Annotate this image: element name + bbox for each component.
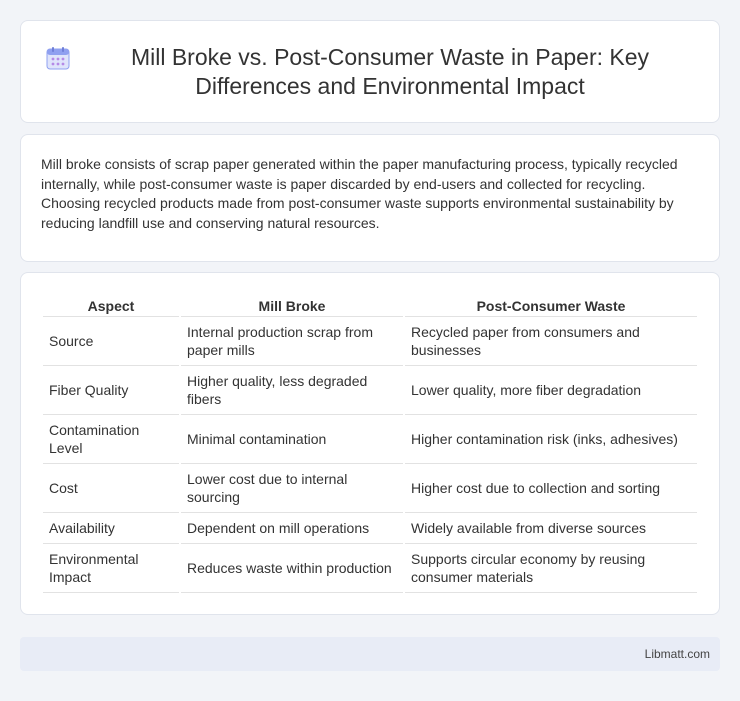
page-title: Mill Broke vs. Post-Consumer Waste in Paper: Key Differences and Environmental Impact: [130, 43, 650, 99]
cell-post-consumer: Recycled paper from consumers and businesses: [405, 317, 697, 366]
comparison-table-card: [20, 272, 720, 615]
table-row: [43, 415, 697, 464]
footer-bar: [20, 637, 720, 671]
cell-mill-broke: Dependent on mill operations: [181, 513, 403, 544]
cell-post-consumer: Widely available from diverse sources: [405, 513, 697, 544]
table-row: [43, 544, 697, 593]
cell-mill-broke: Higher quality, less degraded fibers: [181, 366, 403, 415]
cell-aspect: Availability: [43, 513, 179, 544]
cell-aspect: Source: [43, 317, 179, 366]
table-row: [43, 464, 697, 513]
footer-brand: Libmatt.com: [644, 647, 710, 661]
cell-post-consumer: Higher cost due to collection and sorting: [405, 464, 697, 513]
header-post-consumer-waste: Post-Consumer Waste: [405, 295, 697, 317]
table-row: [43, 317, 697, 366]
cell-aspect: Fiber Quality: [43, 366, 179, 415]
table-row: [43, 366, 697, 415]
cell-post-consumer: Supports circular economy by reusing consumer materials: [405, 544, 697, 593]
table-header-row: [43, 295, 697, 317]
cell-post-consumer: Lower quality, more fiber degradation: [405, 366, 697, 415]
calendar-icon: [45, 45, 71, 71]
header-aspect: Aspect: [43, 295, 179, 317]
intro-text: Mill broke consists of scrap paper generated within the paper manufacturing process, typically recycled internally, while post-consumer waste is paper discarded by end-users and collected for recycling. Choosing recycled products made from post-consumer waste supports environmental sustainability by reducing landfill use and conserving natural resources.: [41, 156, 678, 231]
cell-aspect: Contamination Level: [43, 415, 179, 464]
intro-card: [20, 134, 720, 262]
cell-mill-broke: Internal production scrap from paper mills: [181, 317, 403, 366]
comparison-table: [41, 295, 699, 593]
cell-aspect: Environmental Impact: [43, 544, 179, 593]
cell-aspect: Cost: [43, 464, 179, 513]
header-inner: [45, 43, 695, 101]
table-row: [43, 513, 697, 544]
cell-post-consumer: Higher contamination risk (inks, adhesives): [405, 415, 697, 464]
header-mill-broke: Mill Broke: [181, 295, 403, 317]
cell-mill-broke: Reduces waste within production: [181, 544, 403, 593]
header-card: [20, 20, 720, 123]
cell-mill-broke: Minimal contamination: [181, 415, 403, 464]
cell-mill-broke: Lower cost due to internal sourcing: [181, 464, 403, 513]
